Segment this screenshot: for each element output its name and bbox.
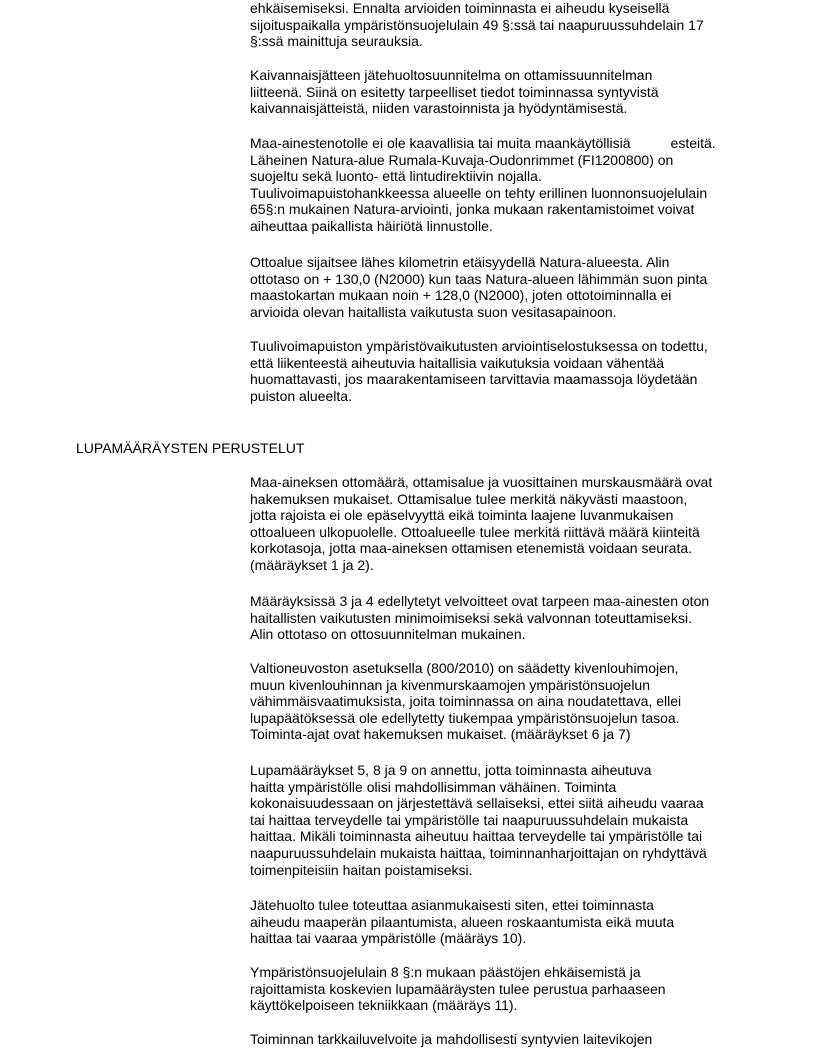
paragraph-line: arvioida olevan haitallista vaikutusta suon vesitasapainoon. (250, 303, 617, 320)
paragraph-line: hakemuksen mukaiset. Ottamisalue tulee merkitä näkyvästi maastoon, (250, 490, 688, 507)
paragraph (250, 964, 742, 1014)
paragraph-line: naapuruussuhdelain mukaista haittaa, toiminnanharjoittajan on ryhdyttävä (250, 844, 707, 861)
paragraph-line-tail: esteitä. (670, 135, 716, 151)
section-heading: LUPAMÄÄRÄYSTEN PERUSTELUT (76, 440, 305, 456)
paragraph-line: Valtioneuvoston asetuksella (800/2010) on säädetty kivenlouhimojen, (250, 660, 679, 676)
paragraph-line: käyttökelpoiseen tekniikkaan (määräys 11). (250, 997, 518, 1014)
paragraph-line: toimenpiteisiin haitan poistamiseksi. (250, 861, 473, 878)
paragraph-line: huomattavasti, jos maarakentamiseen tarvittavia maamassoja löydetään (250, 371, 698, 388)
paragraph-line: liitteenä. Siinä on esitetty tarpeelliset tiedot toiminnassa syntyvistä (250, 83, 659, 100)
paragraph-line: Jätehuolto tulee toteuttaa asianmukaisesti siten, ettei toiminnasta (250, 897, 654, 913)
paragraph-line: Maa-ainestenotolle ei ole kaavallisia tai muita maankäytöllisiä esteitä. (250, 135, 716, 151)
paragraph (250, 338, 742, 404)
paragraph-line: Maa-aineksen ottomäärä, ottamisalue ja vuosittainen murskausmäärä ovat (250, 474, 713, 490)
paragraph (250, 474, 742, 574)
paragraph-line: että liikenteestä aiheutuvia haitallisia vaikutuksia voidaan vähentää (250, 354, 665, 371)
paragraph-line: Toiminta-ajat ovat hakemuksen mukaiset. (määräykset 6 ja 7) (250, 726, 631, 743)
paragraph-line: vähimmäisvaatimuksista, joita toiminnassa on aina noudatettava, ellei (250, 693, 682, 710)
paragraph (250, 254, 742, 320)
paragraph-line: suojeltu sekä luonto- että lintudirektiivin nojalla. (250, 168, 542, 185)
paragraph-line: Tuulivoimapuiston ympäristövaikutusten arviointiselostuksessa on todettu, (250, 338, 708, 354)
paragraph-line: Lupamääräykset 5, 8 ja 9 on annettu, jotta toiminnasta aiheutuva (250, 762, 652, 778)
paragraph-line: kokonaisuudessaan on järjestettävä sellaiseksi, ettei siitä aiheudu vaaraa (250, 795, 704, 812)
paragraph (250, 593, 742, 643)
paragraph-line: Määräyksissä 3 ja 4 edellytetyt velvoitteet ovat tarpeen maa-ainesten oton (250, 593, 710, 609)
paragraph (250, 67, 742, 117)
paragraph-line: sijoituspaikalla ympäristönsuojelulain 49 §:ssä tai naapuruussuhdelain 17 (250, 16, 704, 33)
paragraph-line: kaivannaisjätteistä, niiden varastoinnista ja hyödyntämisestä. (250, 100, 628, 117)
paragraph (250, 1031, 742, 1048)
paragraph-line: (määräykset 1 ja 2). (250, 556, 374, 573)
paragraph-line: Toiminnan tarkkailuvelvoite ja mahdollisesti syntyvien laitevikojen (250, 1031, 653, 1047)
paragraph (250, 135, 742, 235)
paragraph-line: muun kivenlouhinnan ja kivenmurskaamojen ympäristönsuojelun (250, 676, 650, 693)
paragraph-line: haittaa. Mikäli toiminnasta aiheutuu haittaa terveydelle tai ympäristölle tai (250, 828, 703, 845)
paragraph-line: Kaivannaisjätteen jätehuoltosuunnitelma on ottamissuunnitelman (250, 67, 653, 83)
paragraph-line: ottoalueen ulkopuolelle. Ottoalueelle tulee merkitä riittävä määrä kiinteitä (250, 523, 700, 540)
paragraph (250, 660, 742, 743)
paragraph-line: §:ssä mainittuja seurauksia. (250, 33, 423, 50)
paragraph-line: haitta ympäristölle olisi mahdollisimman vähäinen. Toiminta (250, 778, 617, 795)
paragraph-line: Läheinen Natura-alue Rumala-Kuvaja-Oudonrimmet (FI1200800) on (250, 151, 674, 168)
paragraph-line: rajoittamista koskevien lupamääräysten tulee perustua parhaaseen (250, 980, 666, 997)
paragraph-line: Tuulivoimapuistohankkeessa alueelle on tehty erillinen luonnonsuojelulain (250, 184, 708, 201)
paragraph-line: aiheudu maaperän pilaantumista, alueen roskaantumista eikä muuta (250, 913, 675, 930)
paragraph-line: aiheuttaa paikallista häiriötä linnustolle. (250, 217, 493, 234)
paragraph-line: ehkäisemiseksi. Ennalta arvioiden toiminnasta ei aiheudu kyseisellä (250, 0, 670, 16)
paragraph (250, 0, 742, 50)
paragraph-line: haittaa tai vaaraa ympäristölle (määräys 10). (250, 930, 527, 947)
paragraph (250, 762, 742, 878)
paragraph-line: ottotaso on + 130,0 (N2000) kun taas Natura-alueen lähimmän suon pinta (250, 270, 708, 287)
paragraph-line: lupapäätöksessä ole edellytetty tiukempaa ympäristönsuojelun tasoa. (250, 709, 680, 726)
paragraph-line: Alin ottotaso on ottosuunnitelman mukainen. (250, 626, 526, 643)
paragraph (250, 897, 742, 947)
paragraph-line: maastokartan mukaan noin + 128,0 (N2000), joten ottotoiminnalla ei (250, 287, 672, 304)
paragraph-line: tai haittaa terveydelle tai ympäristölle tai naapuruussuhdelain mukaista (250, 811, 689, 828)
paragraph-line: 65§:n mukainen Natura-arviointi, jonka mukaan rakentamistoimet voivat (250, 201, 695, 218)
paragraph-line: jotta rajoista ei ole epäselvyyttä eikä toiminta laajene luvanmukaisen (250, 507, 674, 524)
paragraph-line: haitallisten vaikutusten minimoimiseksi sekä valvonnan toteuttamiseksi. (250, 609, 692, 626)
paragraph-line: Ottoalue sijaitsee lähes kilometrin etäisyydellä Natura-alueesta. Alin (250, 254, 670, 270)
paragraph-line: korkotasoja, jotta maa-aineksen ottamisen etenemistä voidaan seurata. (250, 540, 693, 557)
paragraph-line: Ympäristönsuojelulain 8 §:n mukaan päästöjen ehkäisemistä ja (250, 964, 641, 980)
paragraph-line: puiston alueelta. (250, 387, 352, 404)
